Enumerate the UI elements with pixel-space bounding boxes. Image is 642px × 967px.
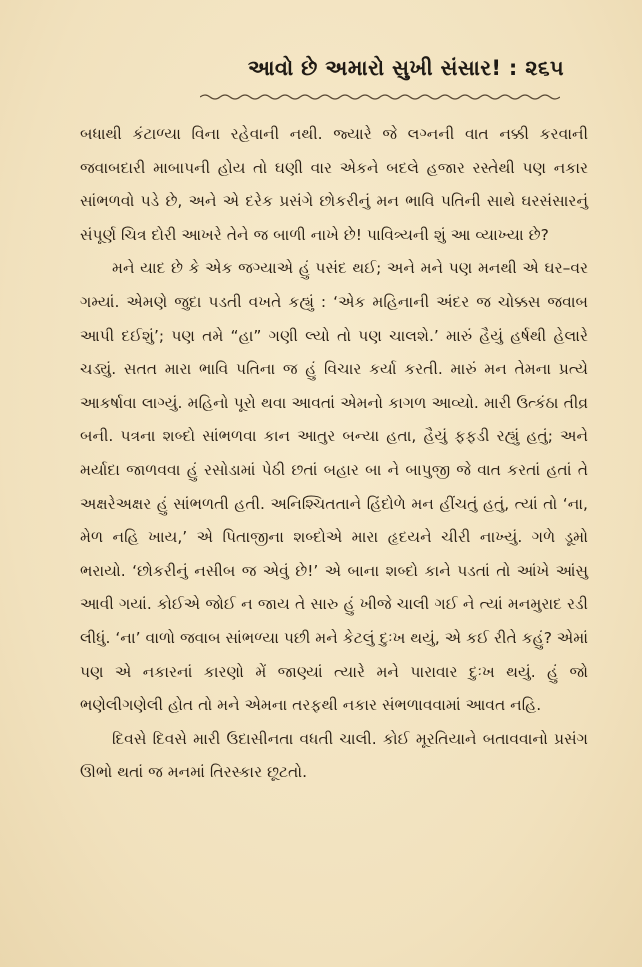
wavy-rule bbox=[200, 92, 560, 102]
body-text bbox=[80, 118, 588, 790]
running-head-title: આવો છે અમારો સુખી સંસાર! : ૨૬૫ bbox=[247, 56, 564, 80]
paragraph-2: મને યાદ છે કે એક જગ્યાએ હું પસંદ થઈ; અને મને પણ મનથી એ ઘર–વર ગમ્યાં. એમણે જુદા પડતી વખતે કહ્યું : ‘એક મહિનાની અંદર જ ચોક્કસ જવાબ આપી દઈશું’; પણ તમે “હા” ગણી લ્યો તો પણ ચાલશે.’ મારું હૈયું હર્ષથી હેલારે ચડ્યું. સતત મારા ભાવિ પતિના જ હું વિચાર કર્યા કરતી. મારું મન તેમના પ્રત્યે આકર્ષાવા લાગ્યું. મહિનો પૂરો થવા આવતાં એમનો કાગળ આવ્યો. મારી ઉત્કંઠા તીવ્ર બની. પત્રના શબ્દો સાંભળવા કાન આતુર બન્યા હતા, હૈયું ફફડી રહ્યું હતું; અને મર્યાદા જાળવવા હું રસોડામાં પેઠી છતાં બહાર બા ને બાપુજી જે વાત કરતાં હતાં તે અક્ષરેઅક્ષર હું સાંભળતી હતી. અનિશ્ચિતતાને હિંદોળે મન હીંચતું હતું, ત્યાં તો ‘ના, મેળ નહિ ખાય,’ એ પિતાજીના શબ્દોએ મારા હૃદયને ચીરી નાખ્યું. ગળે ડૂમો ભરાયો. ‘છોકરીનું નસીબ જ એવું છે!’ એ બાના શબ્દો કાને પડતાં તો આંખે આંસુ આવી ગયાં. કોઈએ જોઈ ન જાય તે સારુ હું ખીજે ચાલી ગઈ ને ત્યાં મનમુરાદ રડી લીધું. ‘ના’ વાળો જવાબ સાંભળ્યા પછી મને કેટલું દુઃખ થયું, એ કઈ રીતે કહું? એમાં પણ એ નકારનાં કારણો મેં જાણ્યાં ત્યારે મને પારાવાર દુઃખ થયું. હું જો ભણેલીગણેલી હોત તો મને એમના તરફથી નકાર સંભળાવવામાં આવત નહિ. bbox=[80, 259, 588, 715]
paragraph-3: દિવસે દિવસે મારી ઉદાસીનતા વધતી ચાલી. કોઈ મૂરતિયાને બતાવવાનો પ્રસંગ ઊભો થતાં જ મનમાં તિરસ્કાર છૂટતો. bbox=[80, 729, 588, 782]
paragraph-1: બધાથી કંટાળ્યા વિના રહેવાની નથી. જ્યારે જે લગ્નની વાત નક્કી કરવાની જવાબદારી માબાપની હોય તો ઘણી વાર એકને બદલે હજાર રસ્તેથી પણ નકાર સાંભળવો પડે છે, અને એ દરેક પ્રસંગે છોકરીનું મન ભાવિ પતિની સાથે ઘરસંસારનું સંપૂર્ણ ચિત્ર દોરી આખરે તેને જ બાળી નાખે છે! પાવિત્ર્યની શું આ વ્યાખ્યા છે? bbox=[80, 125, 588, 244]
